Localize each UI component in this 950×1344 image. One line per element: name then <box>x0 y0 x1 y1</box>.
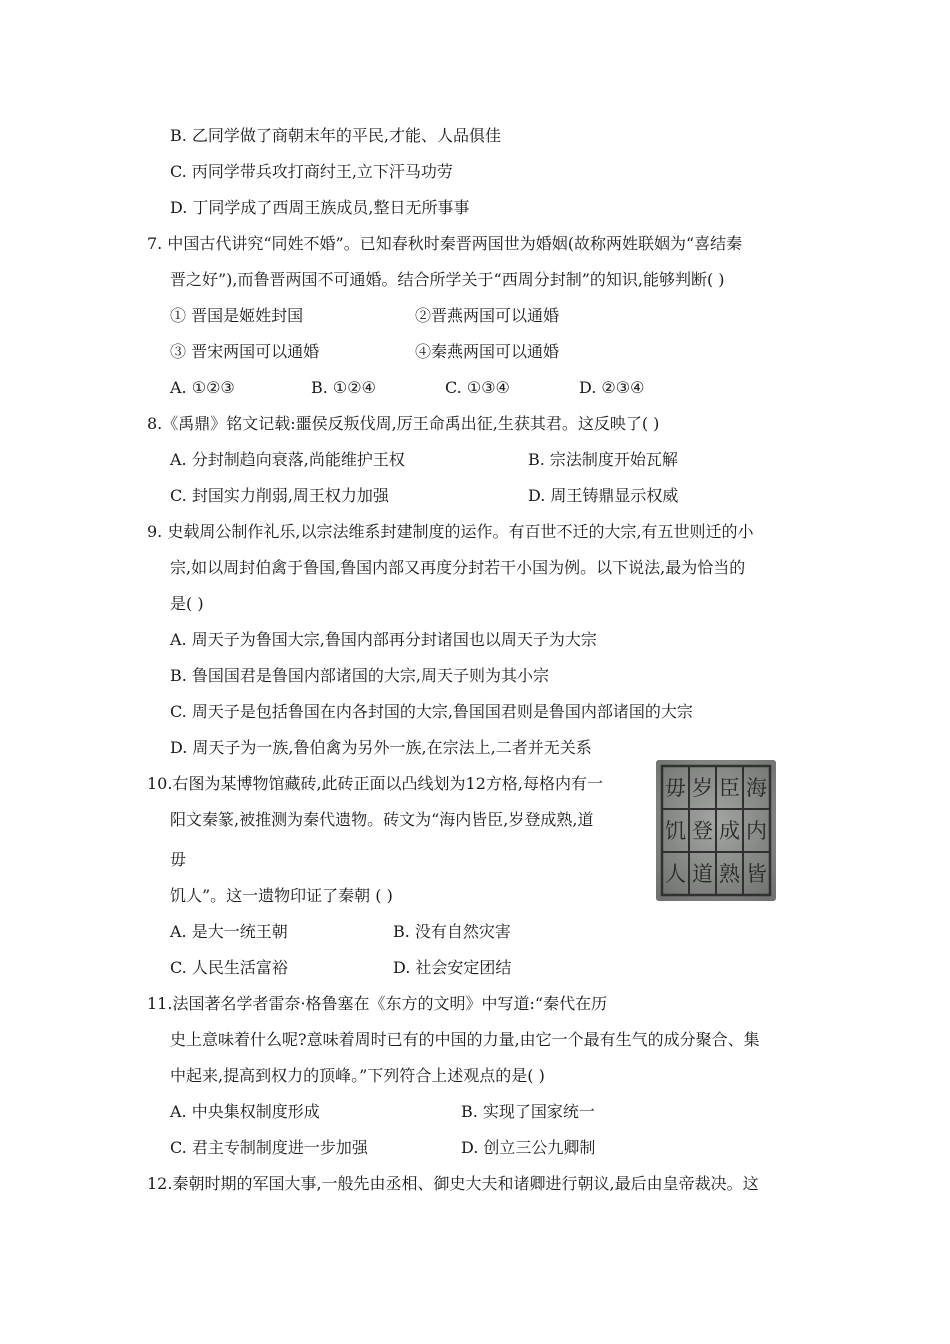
brick-glyph: 登 <box>692 819 713 843</box>
q6-option-c: C. 丙同学带兵攻打商纣王,立下汗马功劳 <box>170 162 453 181</box>
q7-item-3: ③ 晋宋两国可以通婚 <box>170 342 320 361</box>
q9-stem-line-1: 9. 史载周公制作礼乐,以宗法维系封建制度的运作。有百世不迁的大宗,有五世则迁的小 <box>147 522 754 541</box>
q7-item-1: ① 晋国是姬姓封国 <box>170 306 304 325</box>
q11-option-b: B. 实现了国家统一 <box>461 1102 595 1121</box>
q7-item-2: ②晋燕两国可以通婚 <box>415 306 560 325</box>
q7-option-c: C. ①③④ <box>445 378 510 397</box>
q12-stem-line-1: 12.秦朝时期的军国大事,一般先由丞相、御史大夫和诸卿进行朝议,最后由皇帝裁决。这 <box>147 1174 759 1193</box>
q7-item-4: ④秦燕两国可以通婚 <box>415 342 560 361</box>
qin-brick-image <box>656 760 776 901</box>
brick-glyph: 岁 <box>692 776 713 800</box>
q11-stem-line-1: 11.法国著名学者雷奈·格鲁塞在《东方的文明》中写道:“秦代在历 <box>147 994 608 1013</box>
q10-option-b: B. 没有自然灾害 <box>393 922 511 941</box>
q9-option-a: A. 周天子为鲁国大宗,鲁国内部再分封诸国也以周天子为大宗 <box>170 630 597 649</box>
q11-option-c: C. 君主专制制度进一步加强 <box>170 1138 368 1157</box>
q8-stem: 8.《禹鼎》铭文记载:噩侯反叛伐周,厉王命禹出征,生获其君。这反映了( ) <box>147 414 660 433</box>
q6-option-d: D. 丁同学成了西周王族成员,整日无所事事 <box>170 198 470 217</box>
q10-stem-line-4: 饥人”。这一遗物印证了秦朝 ( ) <box>170 886 393 905</box>
brick-glyph: 海 <box>746 776 767 800</box>
brick-glyph: 道 <box>692 862 713 886</box>
q7-option-b: B. ①②④ <box>311 378 376 397</box>
q7-stem-line-2: 晋之好”),而鲁晋两国不可通婚。结合所学关于“西周分封制”的知识,能够判断( ) <box>170 270 725 289</box>
q8-option-a: A. 分封制趋向衰落,尚能维护王权 <box>170 450 405 469</box>
q7-stem-line-1: 7. 中国古代讲究“同姓不婚”。已知春秋时秦晋两国世为婚姻(故称两姓联姻为“喜结秦 <box>147 234 743 253</box>
brick-glyph: 臣 <box>719 776 740 800</box>
q8-option-d: D. 周王铸鼎显示权威 <box>528 486 679 505</box>
qin-brick-illustration <box>656 760 776 901</box>
q11-stem-line-2: 史上意味着什么呢?意味着周时已有的中国的力量,由它一个最有生气的成分聚合、集 <box>170 1030 760 1049</box>
q9-option-b: B. 鲁国国君是鲁国内部诸国的大宗,周天子则为其小宗 <box>170 666 550 685</box>
q9-option-c: C. 周天子是包括鲁国在内各封国的大宗,鲁国国君则是鲁国内部诸国的大宗 <box>170 702 693 721</box>
q10-option-c: C. 人民生活富裕 <box>170 958 288 977</box>
q10-option-d: D. 社会安定团结 <box>393 958 512 977</box>
q10-stem-line-3: 毋 <box>170 850 187 869</box>
q11-option-a: A. 中央集权制度形成 <box>170 1102 320 1121</box>
q10-stem-line-1: 10.右图为某博物馆藏砖,此砖正面以凸线划为12方格,每格内有一 <box>147 774 603 793</box>
brick-glyph: 内 <box>746 819 767 843</box>
q9-stem-line-2: 宗,如以周封伯禽于鲁国,鲁国内部又再度分封若干小国为例。以下说法,最为恰当的 <box>170 558 746 577</box>
q7-option-a: A. ①②③ <box>170 378 235 397</box>
brick-glyph: 成 <box>719 819 740 843</box>
brick-glyph: 熟 <box>719 862 740 886</box>
brick-glyph: 饥 <box>665 819 686 843</box>
brick-glyph: 人 <box>665 862 686 886</box>
q6-option-b: B. 乙同学做了商朝末年的平民,才能、人品俱佳 <box>170 126 502 145</box>
brick-glyph: 皆 <box>746 862 767 886</box>
q9-stem-line-3: 是( ) <box>170 594 204 613</box>
q10-option-a: A. 是大一统王朝 <box>170 922 288 941</box>
q11-option-d: D. 创立三公九卿制 <box>461 1138 596 1157</box>
brick-glyph: 毋 <box>665 776 686 800</box>
q8-option-b: B. 宗法制度开始瓦解 <box>528 450 678 469</box>
q9-option-d: D. 周天子为一族,鲁伯禽为另外一族,在宗法上,二者并无关系 <box>170 738 592 757</box>
q10-stem-line-2: 阳文秦篆,被推测为秦代遗物。砖文为“海内皆臣,岁登成熟,道 <box>170 810 594 829</box>
q8-option-c: C. 封国实力削弱,周王权力加强 <box>170 486 389 505</box>
q7-option-d: D. ②③④ <box>579 378 645 397</box>
q11-stem-line-3: 中起来,提高到权力的顶峰。”下列符合上述观点的是( ) <box>170 1066 545 1085</box>
